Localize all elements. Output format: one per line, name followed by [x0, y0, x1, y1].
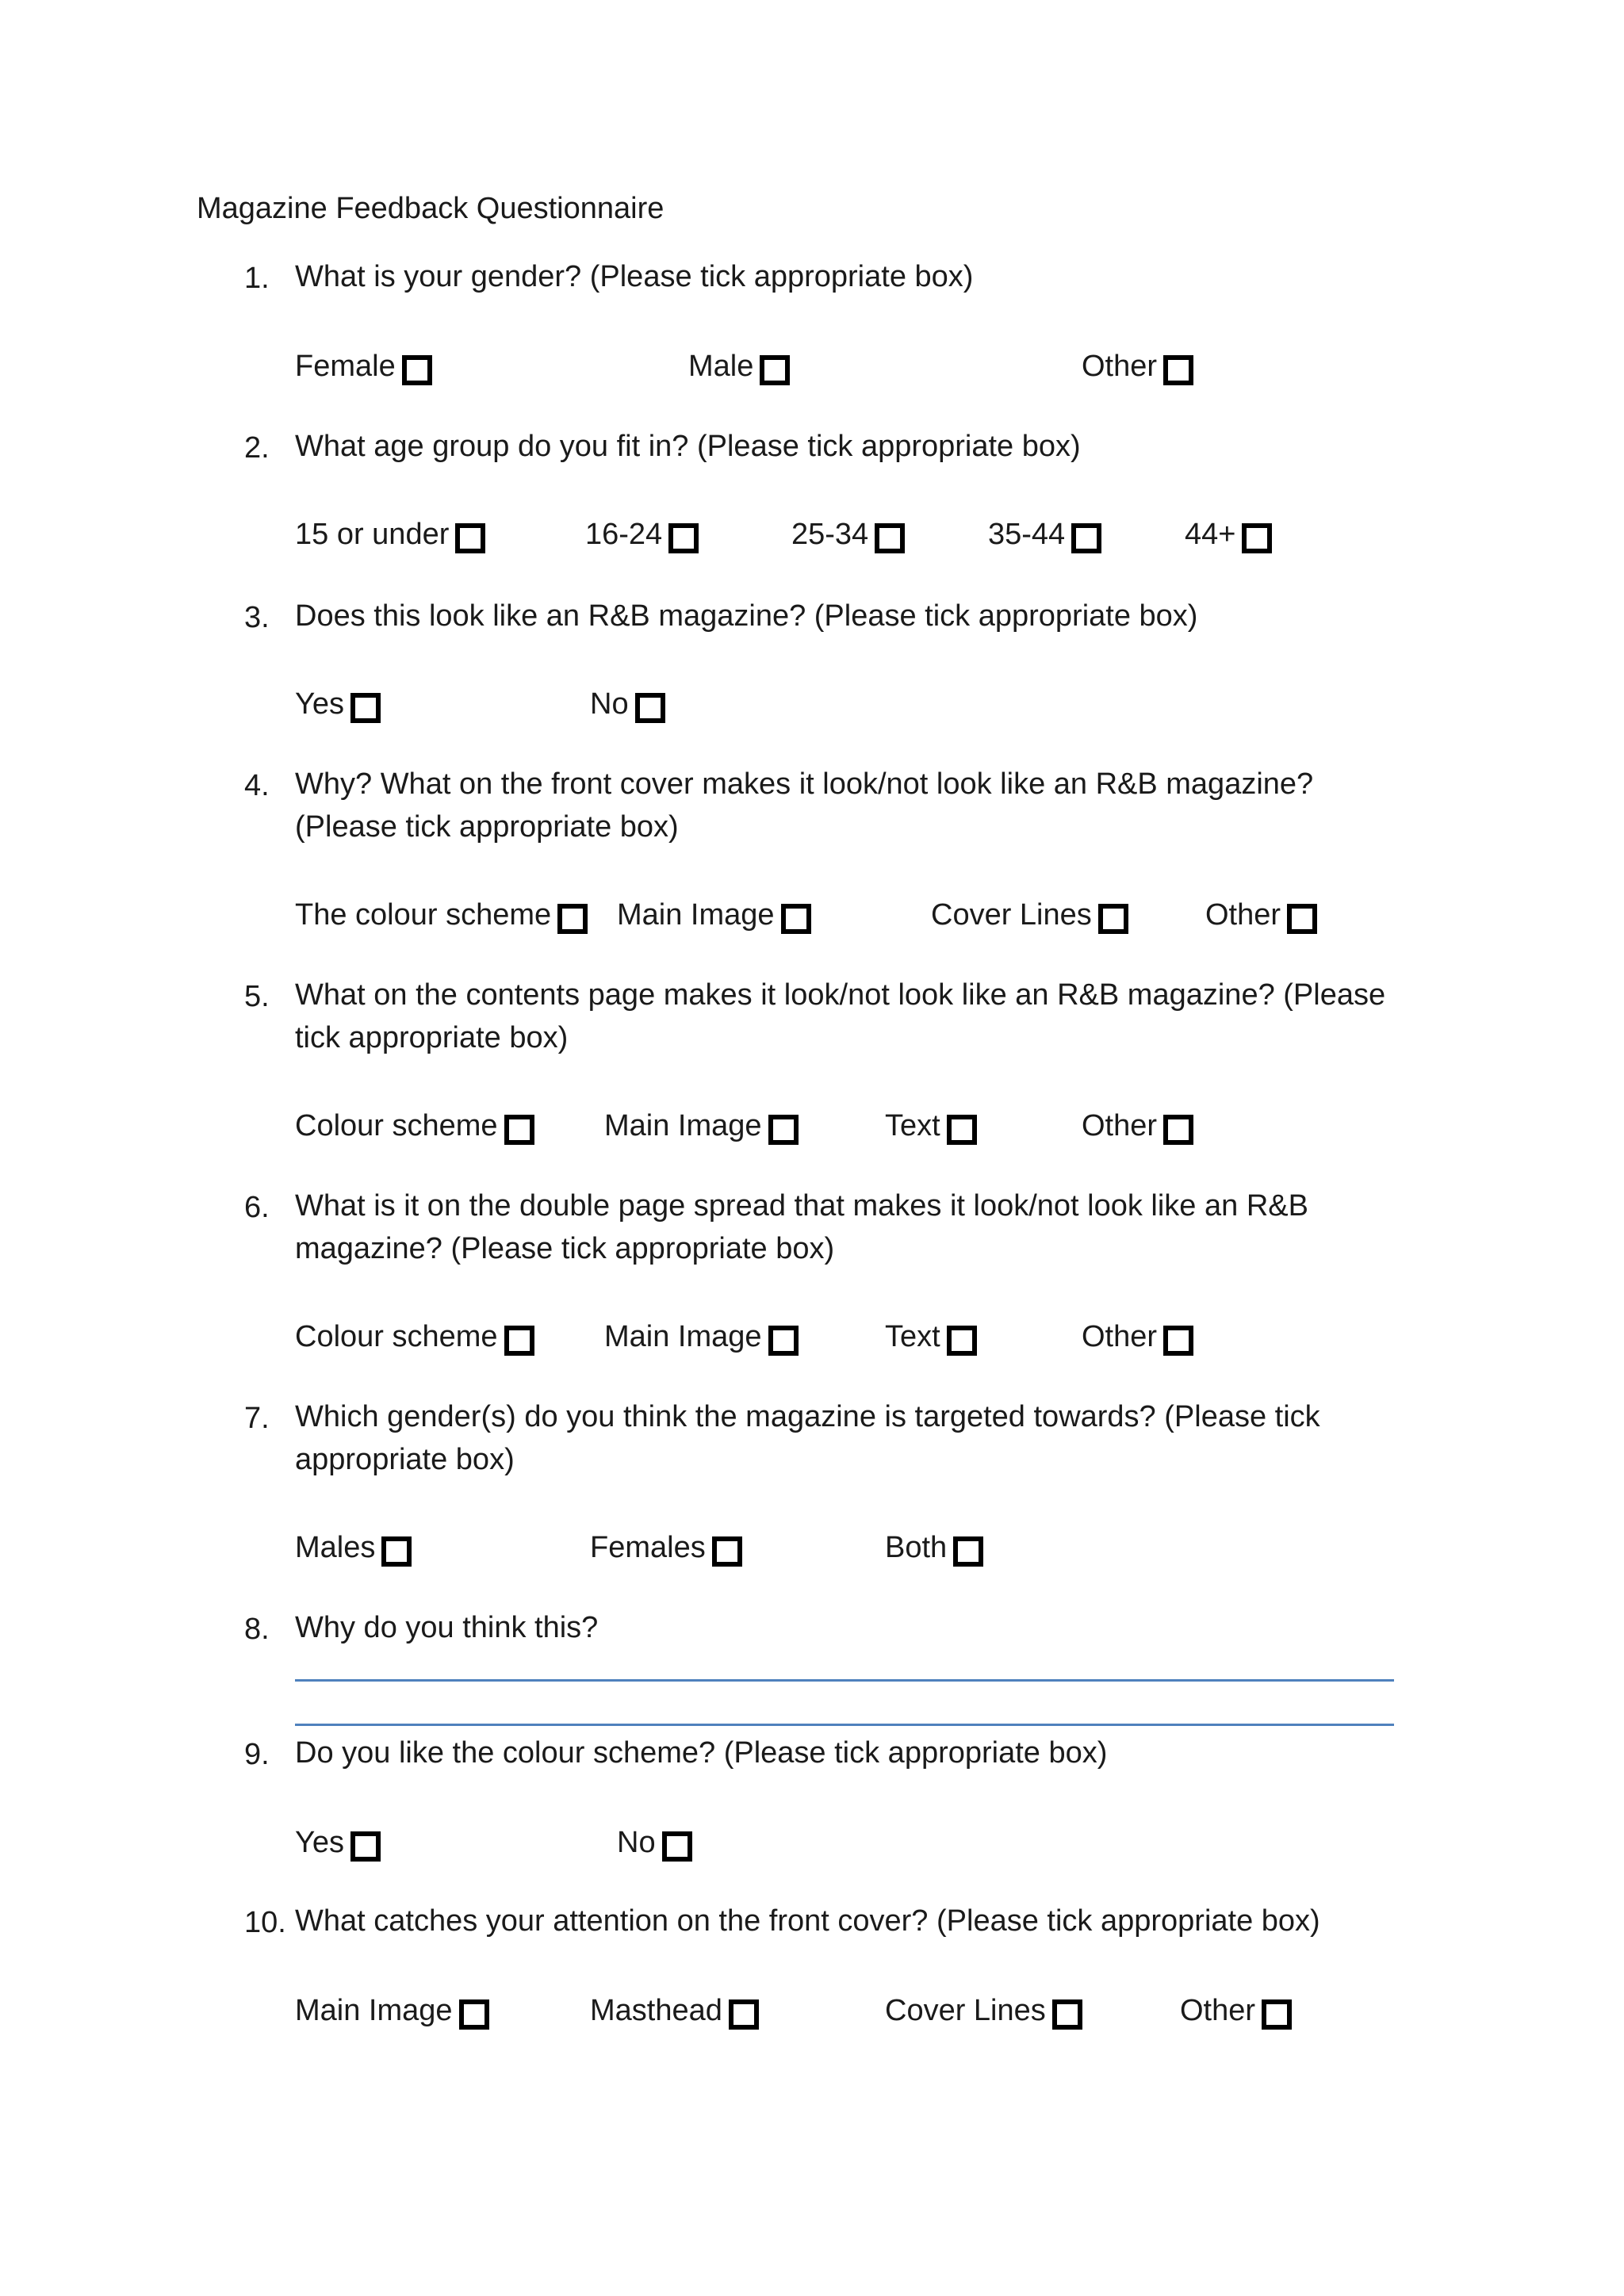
option-label: Text [885, 1108, 940, 1142]
question-number: 1. [244, 262, 270, 295]
option-label: The colour scheme [295, 897, 552, 932]
tick-box[interactable] [459, 1999, 489, 2030]
option-label: Other [1180, 1993, 1256, 2027]
option-label: Main Image [295, 1993, 453, 2027]
option-label: Female [295, 349, 396, 383]
option-text[interactable] [885, 1107, 977, 1145]
tick-box[interactable] [504, 1115, 534, 1145]
option-label: Other [1205, 897, 1281, 932]
option-yes[interactable] [295, 1823, 381, 1862]
question-number: 2. [244, 431, 270, 465]
option-label: Main Image [604, 1319, 762, 1353]
tick-box[interactable] [947, 1115, 977, 1145]
option-label: 16-24 [585, 517, 663, 551]
tick-box[interactable] [768, 1326, 799, 1356]
document-title: Magazine Feedback Questionnaire [197, 192, 665, 225]
tick-box[interactable] [504, 1326, 534, 1356]
tick-box[interactable] [712, 1536, 742, 1567]
tick-box[interactable] [729, 1999, 759, 2030]
tick-box[interactable] [1163, 355, 1193, 385]
option-label: Yes [295, 687, 344, 721]
option-other[interactable] [1082, 347, 1193, 385]
option-label: Cover Lines [931, 897, 1092, 932]
question-number: 10. [244, 1906, 286, 1939]
tick-box[interactable] [1098, 904, 1128, 934]
tick-box[interactable] [953, 1536, 983, 1567]
tick-box[interactable] [875, 523, 905, 553]
question-number: 8. [244, 1613, 270, 1646]
option-label: Yes [295, 1825, 344, 1859]
tick-box[interactable] [455, 523, 485, 553]
option-main-image[interactable] [295, 1992, 489, 2030]
option-16-24[interactable] [585, 515, 699, 553]
option-other[interactable] [1180, 1992, 1292, 2030]
option-other[interactable] [1205, 896, 1317, 934]
option-main-image[interactable] [604, 1318, 799, 1356]
question-text: What is your gender? (Please tick appropriate box) [295, 260, 974, 293]
question-text: What is it on the double page spread that makes it look/not look like an R&B magazine? (Please tick appropriate box) [295, 1189, 1308, 1265]
option-colour-scheme[interactable] [295, 1107, 534, 1145]
question-number: 3. [244, 601, 270, 634]
option-label: Text [885, 1319, 940, 1353]
tick-box[interactable] [1163, 1326, 1193, 1356]
tick-box[interactable] [781, 904, 811, 934]
tick-box[interactable] [1052, 1999, 1082, 2030]
option-15-or-under[interactable] [295, 515, 485, 553]
option-other[interactable] [1082, 1107, 1193, 1145]
question-text: Does this look like an R&B magazine? (Please tick appropriate box) [295, 599, 1198, 633]
option-label: Colour scheme [295, 1319, 498, 1353]
option-label: Masthead [590, 1993, 722, 2027]
question-number: 9. [244, 1738, 270, 1771]
option-no[interactable] [617, 1823, 692, 1862]
tick-box[interactable] [635, 693, 665, 723]
option-label: Other [1082, 1319, 1158, 1353]
option-label: 44+ [1185, 517, 1236, 551]
tick-box[interactable] [1287, 904, 1317, 934]
option-label: Females [590, 1530, 706, 1564]
tick-box[interactable] [1262, 1999, 1292, 2030]
question-number: 7. [244, 1402, 270, 1435]
tick-box[interactable] [402, 355, 432, 385]
tick-box[interactable] [557, 904, 588, 934]
option-the-colour-scheme[interactable] [295, 896, 588, 934]
answer-line[interactable] [295, 1724, 1394, 1726]
question-number: 6. [244, 1191, 270, 1224]
option-35-44[interactable] [988, 515, 1101, 553]
tick-box[interactable] [662, 1831, 692, 1862]
option-label: Cover Lines [885, 1993, 1046, 2027]
option-no[interactable] [590, 685, 665, 723]
tick-box[interactable] [768, 1115, 799, 1145]
tick-box[interactable] [668, 523, 699, 553]
option-colour-scheme[interactable] [295, 1318, 534, 1356]
option-other[interactable] [1082, 1318, 1193, 1356]
option-44-[interactable] [1185, 515, 1272, 553]
option-label: No [590, 687, 629, 721]
option-label: Males [295, 1530, 376, 1564]
option-label: No [617, 1825, 656, 1859]
option-label: Main Image [617, 897, 775, 932]
question-text: What catches your attention on the front cover? (Please tick appropriate box) [295, 1904, 1320, 1938]
option-label: Other [1082, 1108, 1158, 1142]
tick-box[interactable] [350, 693, 381, 723]
option-females[interactable] [590, 1529, 742, 1567]
option-cover-lines[interactable] [931, 896, 1128, 934]
option-label: 15 or under [295, 517, 450, 551]
option-label: Both [885, 1530, 948, 1564]
option-female[interactable] [295, 347, 432, 385]
option-label: Other [1082, 349, 1158, 383]
tick-box[interactable] [1071, 523, 1101, 553]
question-text: Which gender(s) do you think the magazine is targeted towards? (Please tick appropriate box) [295, 1400, 1320, 1476]
option-male[interactable] [688, 347, 790, 385]
option-text[interactable] [885, 1318, 977, 1356]
question-text: What age group do you fit in? (Please tick appropriate box) [295, 430, 1081, 463]
option-masthead[interactable] [590, 1992, 759, 2030]
tick-box[interactable] [760, 355, 790, 385]
option-label: Main Image [604, 1108, 762, 1142]
tick-box[interactable] [1163, 1115, 1193, 1145]
option-label: Male [688, 349, 754, 383]
option-label: 35-44 [988, 517, 1066, 551]
option-25-34[interactable] [791, 515, 905, 553]
answer-line[interactable] [295, 1679, 1394, 1682]
option-main-image[interactable] [617, 896, 811, 934]
tick-box[interactable] [381, 1536, 412, 1567]
question-number: 5. [244, 980, 270, 1013]
question-number: 4. [244, 769, 270, 802]
option-males[interactable] [295, 1529, 412, 1567]
option-main-image[interactable] [604, 1107, 799, 1145]
question-text: Why? What on the front cover makes it look/not look like an R&B magazine? (Please tick appropriate box) [295, 767, 1314, 844]
option-cover-lines[interactable] [885, 1992, 1082, 2030]
option-label: 25-34 [791, 517, 869, 551]
tick-box[interactable] [947, 1326, 977, 1356]
question-text: Do you like the colour scheme? (Please tick appropriate box) [295, 1736, 1108, 1770]
option-label: Colour scheme [295, 1108, 498, 1142]
question-text: What on the contents page makes it look/not look like an R&B magazine? (Please tick appropriate box) [295, 978, 1386, 1054]
option-yes[interactable] [295, 685, 381, 723]
option-both[interactable] [885, 1529, 983, 1567]
tick-box[interactable] [350, 1831, 381, 1862]
question-text: Why do you think this? [295, 1611, 599, 1644]
tick-box[interactable] [1242, 523, 1272, 553]
